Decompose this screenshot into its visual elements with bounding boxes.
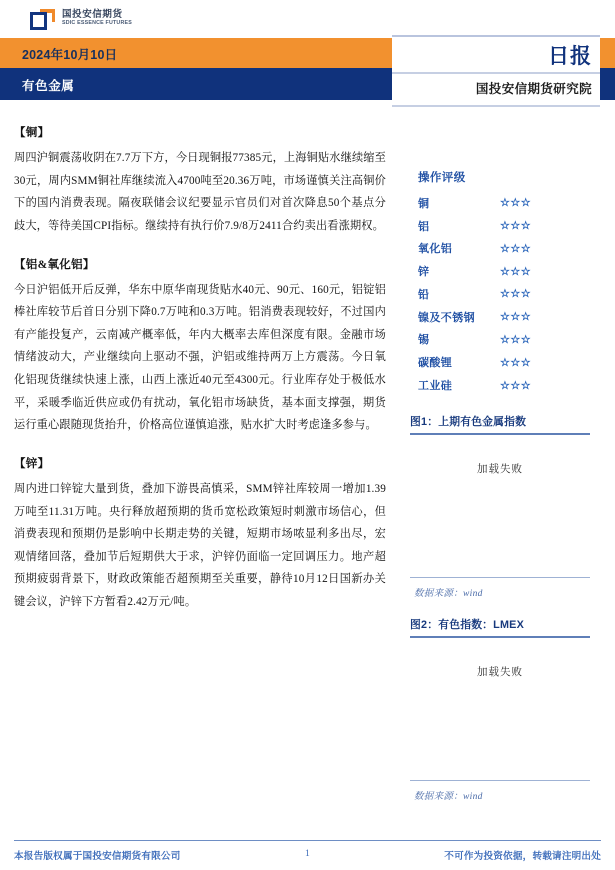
logo-blue-shape bbox=[30, 12, 47, 30]
logo-name-en: SDIC ESSENCE FUTURES bbox=[62, 19, 132, 26]
rating-metal-name: 铜 bbox=[418, 197, 430, 210]
rating-stars: ☆☆☆ bbox=[500, 379, 532, 392]
figure-1 bbox=[400, 414, 600, 599]
figure-chart-area bbox=[410, 435, 590, 578]
rating-metal-name: 锌 bbox=[418, 266, 430, 279]
logo-name-cn: 国投安信期货 bbox=[62, 9, 123, 20]
rating-table-header bbox=[418, 166, 578, 191]
rating-stars: ☆☆☆ bbox=[500, 356, 532, 369]
company-logo-icon bbox=[30, 9, 56, 31]
section-zinc bbox=[14, 455, 386, 614]
footer-copyright: 本报告版权属于国投安信期货有限公司 bbox=[14, 851, 181, 862]
rating-stars: ☆☆☆ bbox=[500, 197, 532, 210]
figure-chart-area bbox=[410, 638, 590, 781]
document-type: 日报 bbox=[548, 45, 592, 68]
report-subject: 有色金属 bbox=[22, 79, 75, 93]
rating-metal-name: 工业硅 bbox=[418, 380, 453, 393]
footer-disclaimer: 不可作为投资依据，转载请注明出处 bbox=[444, 851, 601, 862]
logo-text bbox=[62, 10, 131, 26]
rating-stars: ☆☆☆ bbox=[500, 265, 532, 278]
rating-stars: ☆☆☆ bbox=[500, 333, 532, 346]
section-copper bbox=[14, 124, 386, 238]
page-footer bbox=[14, 845, 601, 865]
table-row bbox=[418, 191, 578, 214]
report-body bbox=[14, 124, 386, 632]
figure-load-failed-text: 加载失败 bbox=[477, 666, 523, 678]
figure-2 bbox=[400, 617, 600, 802]
rating-metal-name: 铝 bbox=[418, 220, 430, 233]
rating-metal-name: 碳酸锂 bbox=[418, 357, 453, 370]
rating-metal-name: 铅 bbox=[418, 288, 430, 301]
section-title: 【铝&氧化铝】 bbox=[14, 258, 95, 271]
rating-stars: ☆☆☆ bbox=[500, 288, 532, 301]
section-title: 【铜】 bbox=[14, 127, 50, 139]
rating-metal-name: 锡 bbox=[418, 334, 430, 347]
figure-source: 数据来源：wind bbox=[414, 589, 483, 600]
rating-metal-name: 镍及不锈钢 bbox=[418, 311, 475, 324]
header-rule-mid bbox=[392, 72, 600, 74]
section-title: 【锌】 bbox=[14, 457, 50, 470]
report-date: 2024年10月10日 bbox=[22, 48, 118, 62]
table-row bbox=[418, 305, 578, 328]
table-row bbox=[418, 351, 578, 374]
rating-metal-name: 氧化铝 bbox=[418, 243, 453, 256]
figure-title: 图1：上期有色金属指数 bbox=[410, 416, 527, 429]
table-row bbox=[418, 283, 578, 306]
section-aluminum-alumina bbox=[14, 256, 386, 437]
header-rule-top bbox=[392, 35, 600, 37]
figure-load-failed-text: 加载失败 bbox=[477, 464, 523, 476]
footer-divider bbox=[14, 840, 601, 841]
section-text: 周四沪铜震荡收阴在7.7万下方，今日现铜报77385元，上海铜贴水继续缩至30元，周内SMM铜社库继续流入4700吨至20.36万吨，市场谨慎关注高铜价下的国内消费表现。隔夜联储会议纪要显示官员们对首次降息50个基点分歧大，等待美国CPI指标。继续持有执行价7.9/8万2411合约卖出看涨期权。 bbox=[14, 152, 386, 232]
table-row bbox=[418, 214, 578, 237]
table-row bbox=[418, 260, 578, 283]
header-title-panel bbox=[392, 35, 600, 107]
rating-stars: ☆☆☆ bbox=[500, 311, 532, 324]
sidebar-column bbox=[400, 166, 600, 802]
table-row bbox=[418, 237, 578, 260]
logo-area bbox=[0, 0, 615, 38]
table-row bbox=[418, 328, 578, 351]
research-department: 国投安信期货研究院 bbox=[475, 82, 592, 96]
rating-heading: 操作评级 bbox=[418, 172, 466, 185]
table-row bbox=[418, 374, 578, 397]
figure-title: 图2：有色指数：LMEX bbox=[410, 619, 524, 632]
rating-stars: ☆☆☆ bbox=[500, 242, 532, 255]
figure-source: 数据来源：wind bbox=[414, 791, 483, 802]
section-text: 今日沪铝低开后反弹，华东中原华南现货贴水40元、90元、160元，铝锭铝棒社库较节后首日分别下降0.7万吨和0.3万吨。铝消费表现较好，不过国内有产能投复产，云南减产概率低，年内大概率去库但深度有限。金融市场情绪波动大，产业继续向上驱动不强，沪铝或维持两万上方震荡。今日氧化铝现货继续快速上涨，山西上涨近40元至4300元。行业库存处于极低水平，采暖季临近供应或仍有扰动，氧化铝市场缺货，基本面支撑强，期货运行重心跟随现货抬升，价格高位谨慎追涨，贴水扩大时考虑逢多参与。 bbox=[14, 283, 386, 432]
header-rule-bottom bbox=[392, 105, 600, 107]
rating-stars: ☆☆☆ bbox=[500, 220, 532, 233]
section-text: 周内进口锌锭大量到货，叠加下游畏高慎采，SMM锌社库较周一增加1.39万吨至11.31万吨。央行释放超预期的货币宽松政策短时刺激市场信心，但消费表现和预期仍是影响中长期走势的关键，短期市场哝显利多出尽，宏观情绪回落，叠加节后短期供大于求，沪锌仍面临一定回调压力。地产超预期疲弱背景下，财政政策能否超预期至关重要，静待10月12日国新办关键会议，沪锌下方暂看2.42万元/吨。 bbox=[14, 482, 386, 608]
operation-rating-table bbox=[418, 166, 578, 396]
page-number: 1 bbox=[305, 848, 310, 859]
